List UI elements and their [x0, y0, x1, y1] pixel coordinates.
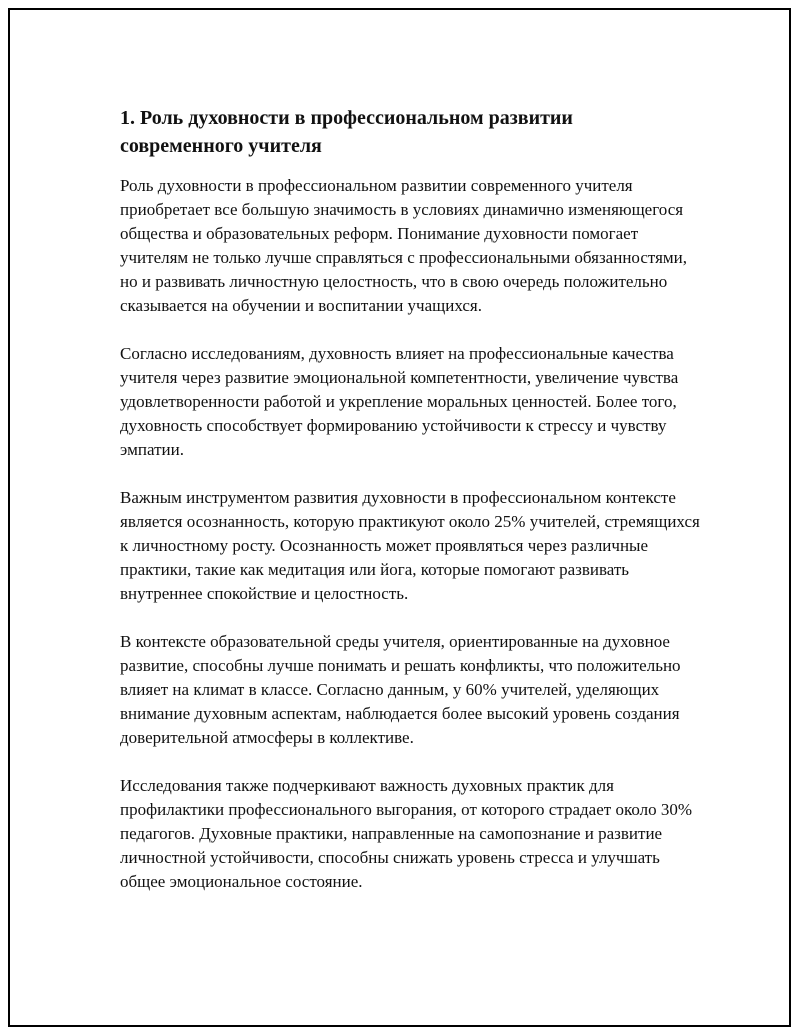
page-frame [8, 8, 791, 1027]
paragraph-2: Согласно исследованиям, духовность влияет на профессиональные качества учителя через развитие эмоциональной компетентности, увеличение чувства удовлетворенности работой и укрепление моральных ценностей. Более того, духовность способствует формированию устойчивости к стрессу и чувству эмпатии. [120, 344, 679, 459]
paragraph-5: Исследования также подчеркивают важность духовных практик для профилактики профессионального выгорания, от которого страдает около 30% педагогов. Духовные практики, направленные на самопознание и развитие личностной устойчивости, способны снижать уровень стресса и улучшать общее эмоциональное состояние. [120, 776, 693, 891]
paragraph-3: Важным инструментом развития духовности в профессиональном контексте является осознанность, которую практикуют около 25% учителей, стремящихся к личностному росту. Осознанность может проявляться через различные практики, такие как медитация или йога, которые помогают развивать внутреннее спокойствие и целостность. [120, 488, 700, 603]
paragraph-4: В контексте образовательной среды учителя, ориентированные на духовное развитие, способны лучше понимать и решать конфликты, что положительно влияет на климат в классе. Согласно данным, у 60% учителей, уделяющих внимание духовным аспектам, наблюдается более высокий уровень создания доверительной атмосферы в коллективе. [120, 632, 681, 747]
paragraph-1: Роль духовности в профессиональном развитии современного учителя приобретает все большую значимость в условиях динамично изменяющегося общества и образовательных реформ. Понимание духовности помогает учителям не только лучше справляться с профессиональными обязанностями, но и развивать личностную целостность, что в свою очередь положительно сказывается на обучении и воспитании учащихся. [120, 176, 688, 315]
document-body [120, 104, 700, 918]
section-heading: 1. Роль духовности в профессиональном развитии современного учителя [120, 107, 573, 157]
